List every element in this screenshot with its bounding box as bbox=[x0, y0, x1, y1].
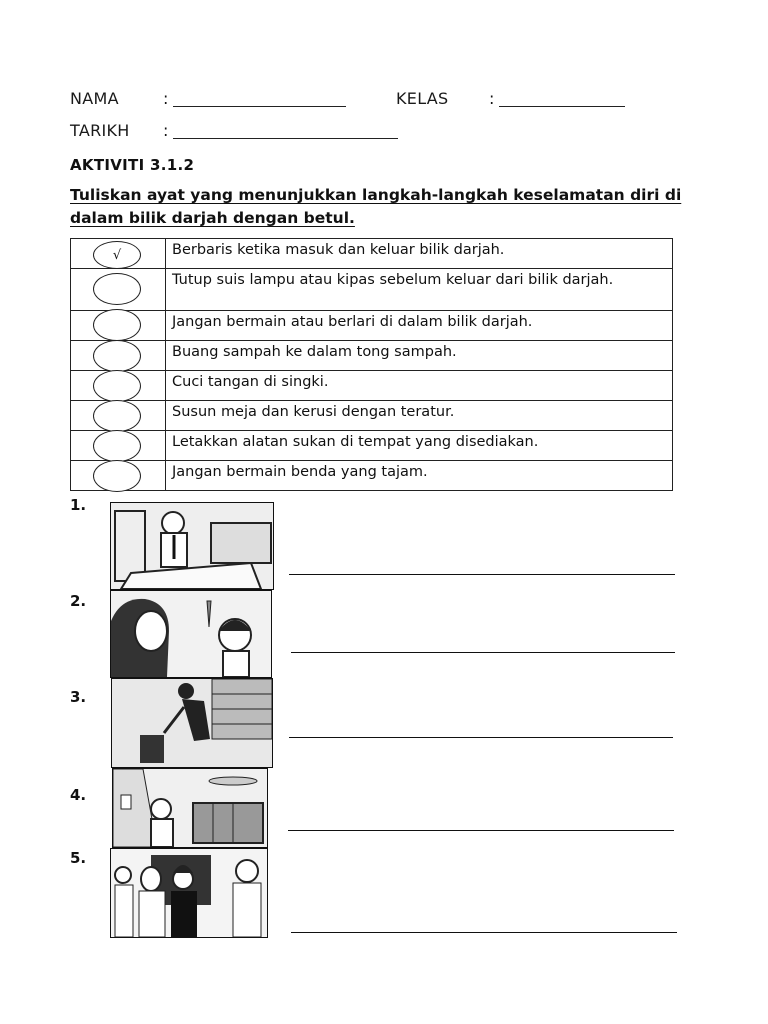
question-number: 3. bbox=[70, 688, 87, 706]
illustration-rubbish-bin bbox=[111, 678, 273, 768]
kelas-label: KELAS bbox=[396, 89, 449, 108]
check-oval[interactable] bbox=[93, 273, 141, 305]
illustration-no-running bbox=[110, 848, 268, 938]
nama-label: NAMA bbox=[70, 89, 119, 108]
step-text: Buang sampah ke dalam tong sampah. bbox=[166, 341, 673, 371]
answer-line[interactable] bbox=[291, 652, 675, 653]
answer-line[interactable] bbox=[289, 574, 675, 575]
question-number: 2. bbox=[70, 592, 87, 610]
step-row bbox=[71, 371, 673, 401]
step-row bbox=[71, 431, 673, 461]
step-text: Cuci tangan di singki. bbox=[166, 371, 673, 401]
tarikh-field[interactable] bbox=[173, 138, 398, 139]
step-text: Tutup suis lampu atau kipas sebelum keluar dari bilik darjah. bbox=[166, 269, 673, 311]
check-oval[interactable] bbox=[93, 340, 141, 372]
activity-title: AKTIVITI 3.1.2 bbox=[70, 156, 195, 174]
step-row bbox=[71, 269, 673, 311]
answer-line[interactable] bbox=[291, 932, 677, 933]
step-text: Jangan bermain atau berlari di dalam bilik darjah. bbox=[166, 311, 673, 341]
step-row bbox=[71, 461, 673, 491]
step-row bbox=[71, 311, 673, 341]
illustration-sharp-object bbox=[110, 590, 272, 678]
step-text: Jangan bermain benda yang tajam. bbox=[166, 461, 673, 491]
step-text: Susun meja dan kerusi dengan teratur. bbox=[166, 401, 673, 431]
answer-line[interactable] bbox=[289, 737, 673, 738]
instruction bbox=[70, 184, 710, 230]
kelas-field[interactable] bbox=[499, 106, 625, 107]
tarikh-colon: : bbox=[163, 121, 169, 140]
illustration-light-switch bbox=[112, 768, 268, 848]
tarikh-label: TARIKH bbox=[70, 121, 130, 140]
step-row bbox=[71, 239, 673, 269]
step-row bbox=[71, 401, 673, 431]
nama-colon: : bbox=[163, 89, 169, 108]
check-oval[interactable] bbox=[93, 309, 141, 341]
step-text: Berbaris ketika masuk dan keluar bilik darjah. bbox=[166, 239, 673, 269]
instruction-line-1: Tuliskan ayat yang menunjukkan langkah-langkah keselamatan diri di bbox=[70, 186, 682, 204]
check-oval[interactable] bbox=[93, 370, 141, 402]
kelas-colon: : bbox=[489, 89, 495, 108]
illustration-lining-up bbox=[110, 502, 274, 590]
instruction-line-2: dalam bilik darjah dengan betul. bbox=[70, 209, 355, 227]
check-oval[interactable] bbox=[93, 400, 141, 432]
question-number: 5. bbox=[70, 849, 87, 867]
step-text: Letakkan alatan sukan di tempat yang disediakan. bbox=[166, 431, 673, 461]
check-oval[interactable] bbox=[93, 430, 141, 462]
nama-field[interactable] bbox=[173, 106, 346, 107]
check-oval[interactable]: √ bbox=[93, 241, 141, 269]
question-number: 1. bbox=[70, 496, 87, 514]
answer-line[interactable] bbox=[288, 830, 674, 831]
check-oval[interactable] bbox=[93, 460, 141, 492]
steps-table bbox=[70, 238, 673, 491]
step-row bbox=[71, 341, 673, 371]
question-number: 4. bbox=[70, 786, 87, 804]
